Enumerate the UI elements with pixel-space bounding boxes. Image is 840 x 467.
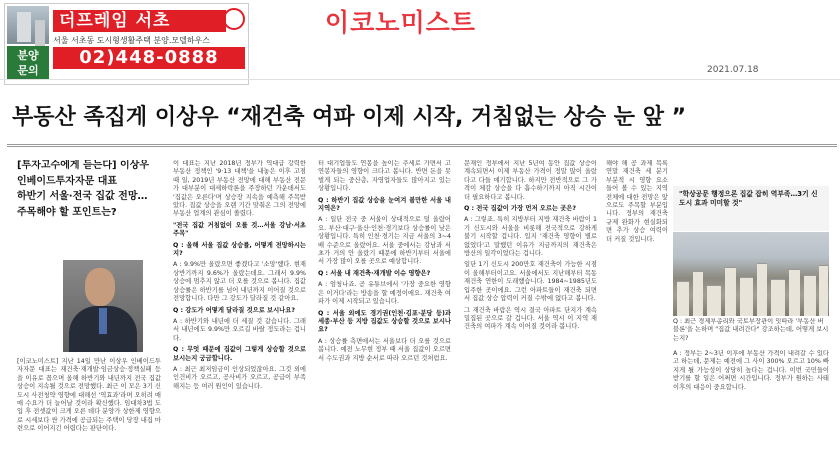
inquiry-badge[interactable]: [7, 46, 49, 80]
paragraph: 문재인 정부에서 지난 5년여 동안 집값 상승이 계속되면서 이제 부동산 가격이 정말 많이 올랐다고 다들 얘기합니다. 하지만 전반적으로 그 가격이 체감 상승을 다 흡수하기까지 아직 시간이 더 필요하다고 봅니다.: [464, 160, 597, 201]
column-6: [673, 350, 829, 460]
answer: A : 엄청나죠. 곧 유튜브에서 '가장 중요한 영향은 이거다'라는 방송을 할 예정이에요. 재건축 여파가 이제 시작되고 있습니다.: [318, 281, 451, 306]
intro-title-line: 하반기 서울·전국 집값 전망…: [17, 191, 148, 202]
photo-caption: Q : 최근 경제부총리와 국토부장관이 잇따라 '부동산 버블론'을 논하며 "집값 내려간다" 강조하는데, 어떻게 보시는지?: [673, 318, 829, 342]
column-5: [606, 160, 668, 460]
paragraph: 해야 해 공 과제 목록 연말 재건축 세 분기 부분적 시 영향 요소 들어 볼 수 있는 지역 전체에 대한 전망은 앞으로도 주목할 부분입니다. 정부의 재건축 규제 완화가 현실화되면 추가 상승 여력이 더 커질 것입니다.: [606, 160, 668, 243]
inquiry-badge-line1: 분양: [17, 49, 39, 62]
interviewee-photo: [63, 260, 143, 352]
column-2: [173, 160, 306, 460]
pull-quote-box: "학상공문 행정으론 집값 잡히 역부족…3기 신도시 효과 미미할 것": [673, 186, 829, 231]
question: Q : 무엇 때문에 집값이 그렇게 상승할 것으로 보시는지 궁금합니다.: [173, 346, 306, 362]
intro-title-line: [투자고수에게 듣는다] 이상우: [17, 160, 150, 171]
question: Q : 서울 외에도 경기권(인천·김포·분당 등)과 세종·부산 등 지방 집값도 상승할 것으로 보시나요?: [318, 309, 451, 334]
question: Q : 올해 서울 집값 상승률, 어떻게 전망하시는지?: [173, 241, 306, 258]
building: [771, 279, 785, 316]
paragraph: 이 대표는 지난 2018년 정부가 역대급 강력한 부동산 정책인 '9·13 대책'을 내놓은 이후 고점 때 일, 2019년 부동산 전망에 대해 부동산 전문가 대부분이 대세하락론을 주장하던 가운데서도 '집값은 오른다'며 상승장 지속을 예측해 주목받았다. 집값 상승을 오랜 기간 맞춰온 그의 전망에 부동산 업계의 관심이 쏠렸다.: [173, 160, 306, 218]
paragraph: 일단 1기 신도시 200만호 재건축이 가능한 시점이 올해부터이고요. 서울에서도 지난해부터 목동 재건축 연한이 도래했습니다. 1984~1985년도 입주한 곳이에요. 그런 아파트들이 재건축 되면서 집값 상승 압력이 커질 수밖에 없다고 봅니다.: [464, 261, 597, 303]
intro-title-line: 주목해야 할 포인트는?: [17, 206, 117, 218]
answer: A : 상승률 측면에서는 서울보다 더 오를 것으로 봅니다. 예전 노무현 정부 때 서울 집값이 오르면서 수도권과 지방 순서로 따라 오르던 것처럼요.: [318, 337, 451, 362]
question: Q : 전국 집값이 가장 먼저 오르는 곳은?: [464, 205, 577, 213]
inquiry-badge-line2: 문의: [17, 64, 39, 77]
building: [740, 277, 753, 316]
ad-logo-icon: [223, 8, 245, 30]
building: [707, 285, 721, 316]
answer: A : 일단 전국 중 서울이 상대적으로 덜 올랐어요. 부산·대구·울산·인천·경기보다 상승률이 낮은 상황입니다. 특히 인천·경기는 지금 서울의 3~4배 수준으로 올랐어요. 서울 중에서는 강남과 서초가 거의 안 올랐기 때문에 하반기부터 서울에서 가장 많이 오를 곳으로 예상합니다.: [318, 216, 451, 266]
building: [725, 267, 736, 316]
building: [789, 269, 800, 316]
intro-title-line: 인베이드투자자문 대표: [17, 175, 118, 187]
building: [693, 271, 703, 316]
answer: A : 하반기와 내년에 더 세질 것 같습니다. 그래서 내년에도 9.9%만 오르길 바랄 정도라는 겁니다.: [173, 317, 306, 342]
answer: A : 9.9%만 올랐으면 좋겠다고 '소망'했다. 현재 상반기까지 9.6%가 올랐는데요. 그래서 9.9% 상승에 멈추지 않고 더 오를 것으로 봅니다. 집값 상승률은 하반기를 넘어 내년까지 이어질 것으로 전망합니다. 다만 그 강도가 달라질 것 같아요.: [173, 261, 306, 303]
column-intro: [17, 160, 161, 460]
photo-tie: [99, 308, 107, 334]
question: Q : 하반기 집값 상승을 눈여겨 볼만한 서울 내 지역은?: [318, 196, 451, 213]
city-skyline-photo: [673, 232, 829, 316]
paragraph: 그 재건축 바람은 역시 결국 아파트 단지가 계속 밀집된 곳으로 갈 겁니다. 서울 역시 이 지역 재건축의 여파가 계속 이어질 것이라 봅니다.: [464, 306, 597, 331]
article-headline: 부동산 족집게 이상우 “재건축 여파 이제 시작, 거침없는 상승 눈 앞 ”: [12, 105, 687, 130]
headline-rule-top: [7, 144, 837, 145]
column-4: [464, 160, 597, 460]
ad-phone-number[interactable]: 02)448-0888: [53, 47, 245, 69]
ad-brand-name: 더프레임 서초: [53, 10, 226, 32]
ad-banner[interactable]: [4, 3, 249, 85]
section-heading: "전국 집값 거침없이 오를 것…서울 강남·서초 주목": [173, 221, 306, 238]
header-divider: [0, 79, 840, 80]
headline-rule-bottom: [7, 146, 837, 147]
site-logo[interactable]: 이코노미스트: [325, 8, 476, 37]
answer: A : 최근 최저임금이 인상되었잖아요. 그것 외에 인건비가 오르고, 공사비가 오르고, 공급이 부족해지는 등 여러 원인이 있습니다.: [173, 365, 306, 390]
building: [757, 263, 767, 316]
answer: A : 그렇죠. 특히 지방부터 지방 재건축 바람이 1기 신도시와 서울을 비롯해 전국적으로 강하게 불기 시작할 겁니다. 입지 '재건축 영향이 별로 없었다'고 말했던 이유가 지금까지의 재건축은 방산의 일각이었다는 겁니다.: [464, 216, 597, 258]
question: Q : 강도가 어떻게 달라질 것으로 보시나요?: [173, 306, 296, 314]
building: [819, 265, 828, 316]
paragraph: 터 대기업들도 연봉을 높이는 추세로 가면서 고연봉자들의 영향이 크다고 봅니다. 반면 돈을 못 벌게 되는 중산층, 자영업자들도 많아지고 있는 상황입니다.: [318, 160, 451, 193]
column-3: [318, 160, 451, 460]
ad-description: 서울 서초동 도시형생활주택 분양.모델하우스: [53, 36, 211, 45]
photo-face: [85, 268, 115, 306]
question: Q : 서울 내 재건축·재개발 이슈 영향은?: [318, 269, 431, 277]
intro-body: [이코노미스트] 지난 14일 만난 이상우 인베이드투자자문 대표는 재건축·재개발·임금상승·정책실패 등을 이유로 꼽으며 올해 하반기와 내년까지 전국 집값 상승이 지속될 것으로 전망했다. 최근 이 모은 3기 신도시 사전청약 영향에 대해선 '역효과'라며 오히려 매매 수요가 더 늘어날 것이라 확신했다. 임대차3법 도입 후 전셋값이 크게 오른 데다 분양가 상한제 영향으로 시세보다 싼 가격에 공급되는 주택이 당장 내집 마련으로 이어지긴 어렵다는 판단이다.: [17, 358, 161, 433]
building: [677, 281, 689, 316]
answer: A : 정부는 2~3년 이후에 부동산 가격이 내려갈 수 있다고 하는데, 문제는 예전에 그 사이 300% 오르고 10% 빠지게 될 가능성이 상당히 높다는 겁니다. 이번 국민들이 받기를 할 일은 어쩌면 시간입니다. 정부가 원하는 사태 이후의 대응이 중요합니다.: [673, 350, 829, 391]
article-date: 2021.07.18: [707, 65, 759, 75]
building-photo: [7, 6, 49, 44]
building: [804, 275, 816, 316]
